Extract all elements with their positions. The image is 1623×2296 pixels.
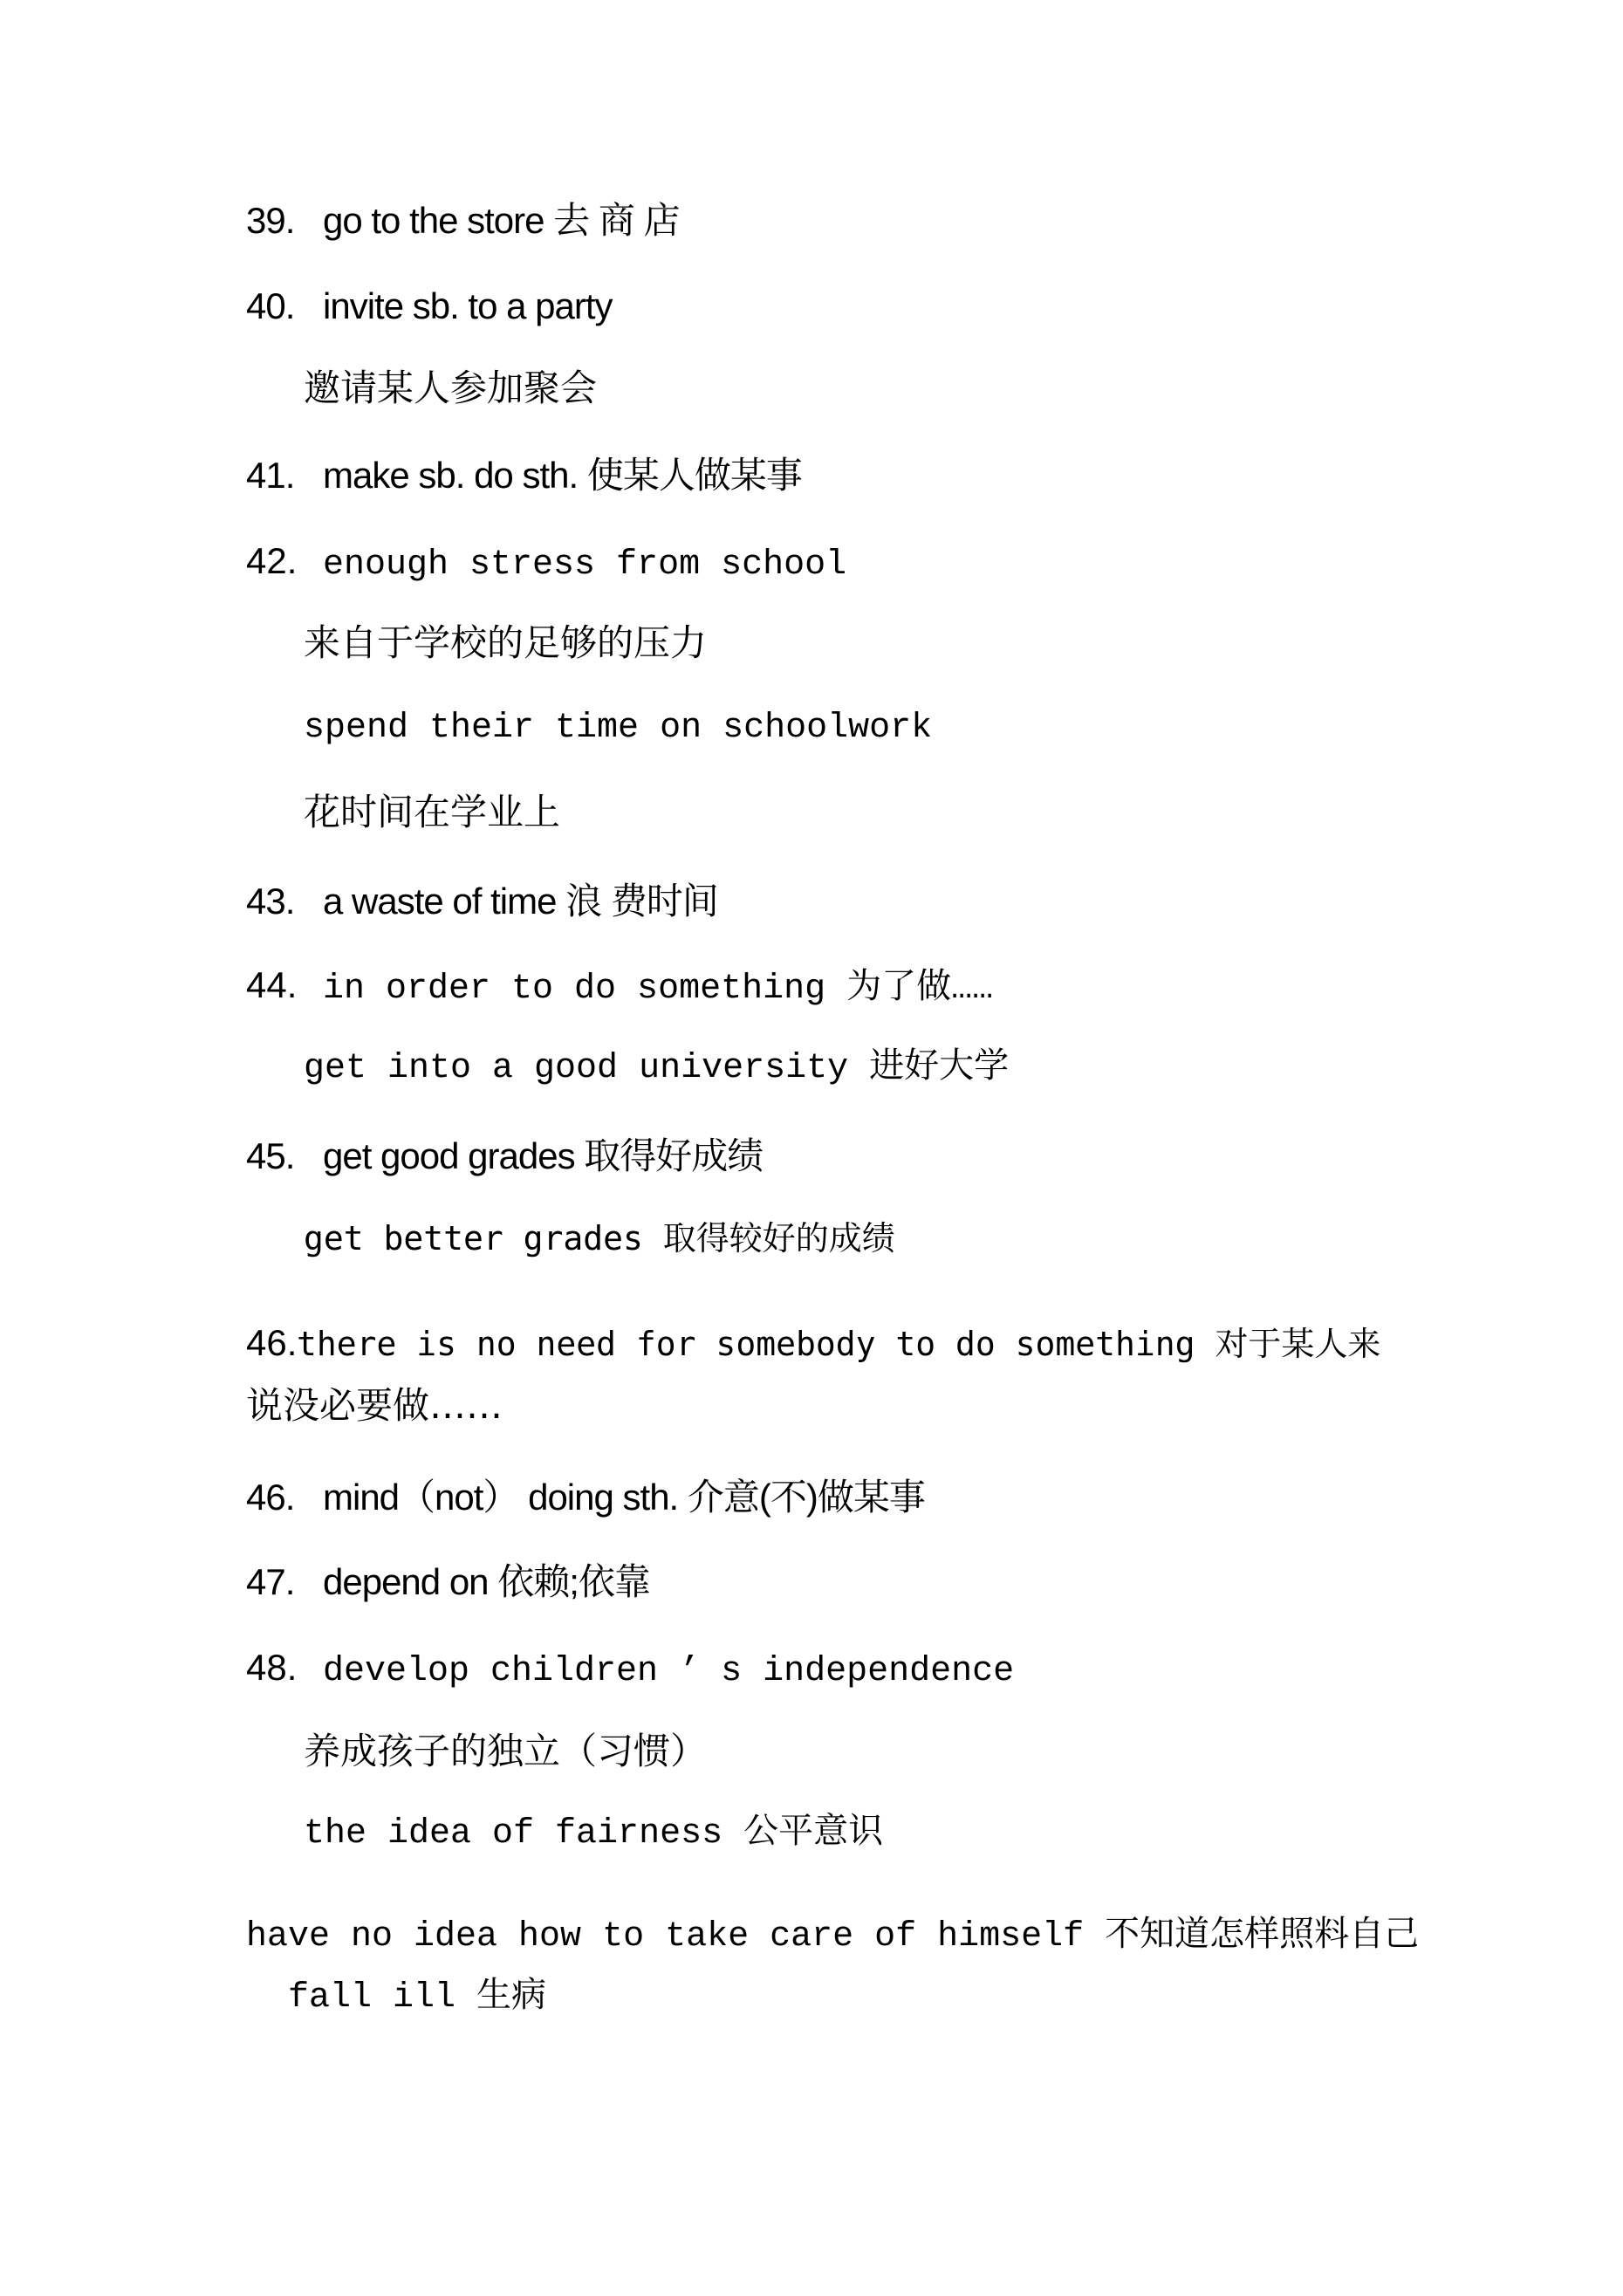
item-45-phrase-2: get better grades 取得较好的成绩 (304, 1219, 895, 1258)
tail-line-1: have no idea how to take care of himself 不知道怎样照料自己 (246, 1917, 1420, 1957)
item-42-translation: 来自于学校的足够的压力 (304, 621, 708, 664)
item-45 (246, 1135, 764, 1176)
item-48 (246, 1649, 1014, 1689)
item-47 (246, 1561, 650, 1602)
item-number: 41. (246, 455, 295, 496)
item-44 (246, 964, 994, 1009)
item-text: go to the store 去 商 店 (323, 200, 680, 241)
item-text: enough stress from school (323, 545, 847, 585)
item-number: 44. (246, 964, 298, 1005)
item-number: 40. (246, 285, 295, 326)
item-42 (246, 540, 847, 585)
item-number: 43. (246, 881, 295, 922)
item-text: invite sb. to a party (323, 285, 613, 326)
item-number: 48. (246, 1647, 298, 1688)
item-43 (246, 883, 718, 920)
item-text: mind（not） doing sth. 介意(不)做某事 (323, 1477, 925, 1518)
item-46-need (246, 1322, 1381, 1363)
item-44-phrase-2: get into a good university 进好大学 (304, 1049, 1010, 1088)
item-39 (246, 202, 680, 239)
item-text: develop children ’ s independence (323, 1652, 1015, 1691)
item-number: 46. (246, 1322, 298, 1363)
item-46-mind (246, 1479, 925, 1516)
item-text: there is no need for somebody to do something 对于某人来 (297, 1325, 1381, 1363)
item-42-translation-2: 花时间在学业上 (304, 791, 561, 833)
item-number: 45. (246, 1135, 295, 1176)
item-text: depend on 依赖;依靠 (323, 1561, 650, 1602)
item-41 (246, 457, 802, 494)
item-text: in order to do something 为了做…… (323, 970, 994, 1009)
item-number: 39. (246, 200, 295, 241)
item-text: get good grades 取得好成绩 (323, 1135, 764, 1176)
item-40 (246, 285, 613, 326)
item-text: make sb. do sth. 使某人做某事 (323, 455, 802, 496)
item-number: 46. (246, 1477, 295, 1518)
item-40-translation: 邀请某人参加聚会 (304, 367, 598, 409)
item-number: 47. (246, 1561, 295, 1602)
item-48-translation: 养成孩子的独立（习惯） (304, 1730, 708, 1772)
item-text: a waste of time 浪 费时间 (323, 881, 718, 922)
item-number: 42. (246, 540, 298, 581)
tail-line-2: fall ill 生病 (288, 1978, 547, 2018)
item-46-need-continuation: 说没必要做…… (246, 1384, 503, 1427)
item-42-phrase-2: spend their time on schoolwork (304, 709, 933, 748)
item-48-phrase-2: the idea of fairness 公平意识 (304, 1814, 884, 1854)
